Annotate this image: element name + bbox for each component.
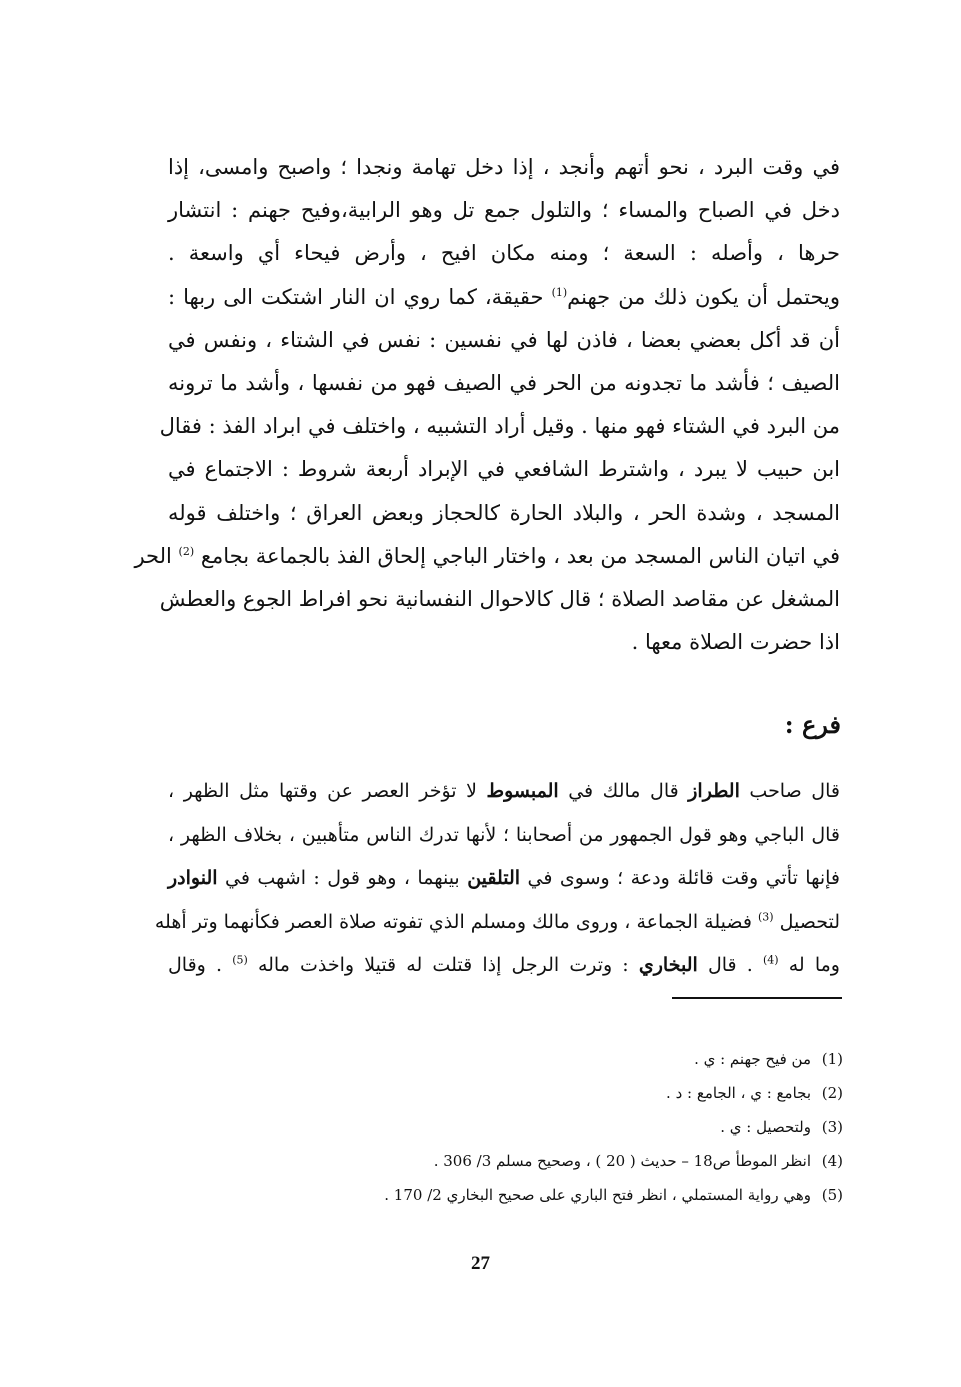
footnote-item xyxy=(384,1076,843,1110)
footnote-divider xyxy=(672,997,842,999)
text-line: في اتيان الناس المسجد من بعد ، واختار الباجي إلحاق الفذ بالجماعة بجامع $^{(2)}$ الحر xyxy=(134,543,840,568)
text-line: دخل في الصباح والمساء ؛ والتلول جمع تل وهو الرابية،وفيح جهنم : انتشار xyxy=(168,198,840,223)
text-line: من البرد في الشتاء فهو منها . وقيل أراد التشبيه ، واختلف في ابراد الفذ : فقال xyxy=(159,414,840,439)
text-line: حرها ، وأصله : السعة ؛ ومنه مكان افيح ، وأرض فيحاء أي واسعة . xyxy=(168,241,840,266)
subsection-text xyxy=(154,770,841,988)
footnote-text: ولتحصيل : ي . xyxy=(720,1118,811,1136)
footnote-number: (4) xyxy=(821,1152,843,1170)
text-line: قال صاحب الطراز قال مالك في المبسوط لا تؤخر العصر عن وقتها مثل الظهر ، xyxy=(168,780,840,802)
footnote-ref: (4) xyxy=(762,953,779,967)
footnote-item xyxy=(384,1144,843,1178)
footnote-number: (2) xyxy=(821,1084,843,1102)
text-line: المسجد ، وشدة الحر ، والبلاد الحارة كالحجاز وبعض العراق ؛ واختلف قوله xyxy=(168,500,840,525)
text-line: وما له $^{(4)}$ . قال البخاري : وترت الرجل إذا قتلت له قتيلا واخذت ماله $^{(5)}$ . وقال xyxy=(168,953,840,976)
footnote-text: بجامع : ي ، الجامع : د . xyxy=(666,1084,811,1102)
text-line: في وقت البرد ، نحو أتهم وأنجد ، إذا دخل تهامة ونجدا ؛ واصبح وامسى، إذا xyxy=(168,155,840,179)
footnote-number: (5) xyxy=(821,1186,843,1204)
footnote-item xyxy=(384,1042,843,1076)
text-line: اذا حضرت الصلاة معها . xyxy=(631,630,840,655)
text-line: المشغل عن مقاصد الصلاة ؛ قال كالاحوال النفسانية نحو افراط الجوع والعطش xyxy=(159,586,840,611)
main-text xyxy=(134,146,840,664)
text-line: الصيف ؛ فأشد ما تجدونه من الحر في الصيف فهو من نفسها ، وأشد ما ترونه xyxy=(168,370,840,395)
footnote-text: وهي رواية المستملي ، انظر فتح الباري على صحيح البخاري 2/ 170 . xyxy=(384,1186,811,1204)
text-line: ويحتمل أن يكون ذلك من جهنم$^{(1)}$ حقيقة، كما روي ان النار اشتكت الى ربها : xyxy=(168,284,840,309)
footnote-ref: (1) xyxy=(551,285,568,299)
footnote-text: انظر الموطأ ص18 – حديث ( 20 ) ، وصحيح مسلم 3/ 306 . xyxy=(433,1152,811,1170)
footnote-number: (3) xyxy=(821,1118,843,1136)
text-line: فإنها تأتي وقت قائلة ودعة ؛ وسوى في التلقين بينهما ، وهو قول : اشهب في النوادر xyxy=(168,867,841,889)
text-line: لتحصيل $^{(3)}$ فضيلة الجماعة ، وروى مالك ومسلم الذي تفوته صلاة العصر فكأنهما وتر أهله xyxy=(154,910,840,933)
footnotes xyxy=(384,1042,843,1212)
footnote-item xyxy=(384,1178,843,1212)
footnote-ref: (2) xyxy=(178,544,195,558)
text-line: أن قد أكل بعضي بعضا ، فاذن لها في نفسين : نفس في الشتاء ، ونفس في xyxy=(168,327,840,352)
footnote-item xyxy=(384,1110,843,1144)
text-line: قال الباجي وهو قول الجمهور من أصحابنا ؛ لأنها تدرك الناس متأهبين ، بخلاف الظهر ، xyxy=(168,823,840,846)
footnote-text: من فيح جهنم : ي . xyxy=(694,1050,811,1068)
text-line: ابن حبيب لا يبرد ، واشترط الشافعي في الإبراد أربعة شروط : الاجتماع في xyxy=(168,457,840,482)
footnote-ref: (5) xyxy=(232,953,248,967)
section-heading: فرع : xyxy=(784,710,841,739)
footnote-number: (1) xyxy=(821,1050,843,1068)
footnote-ref: (3) xyxy=(757,910,774,924)
page-number: 27 xyxy=(471,1253,490,1274)
